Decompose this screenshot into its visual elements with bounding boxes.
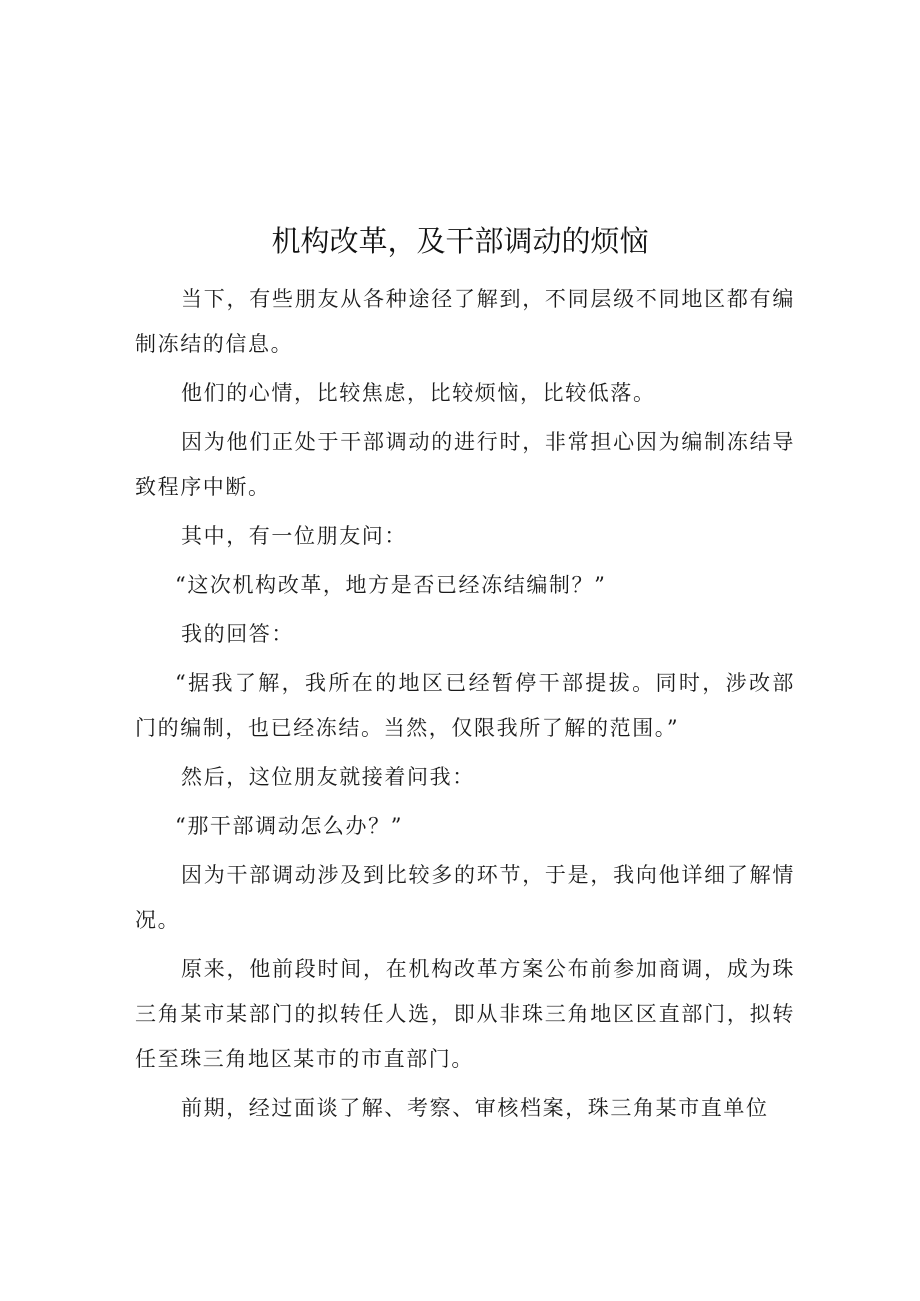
paragraph: 当下，有些朋友从各种途径了解到，不同层级不同地区都有编制冻结的信息。 xyxy=(135,287,795,356)
document-body xyxy=(135,277,795,1135)
quote-paragraph: “据我了解，我所在的地区已经暂停干部提拔。同时，涉改部门的编制，也已经冻结。当然，仅限我所了解的范围。” xyxy=(135,671,795,740)
document-title: 机构改革，及干部调动的烦恼 xyxy=(271,224,649,258)
paragraph: 其中，有一位朋友问： xyxy=(181,524,407,548)
paragraph: 他们的心情，比较焦虑，比较烦恼，比较低落。 xyxy=(181,381,656,405)
paragraph: 因为他们正处于干部调动的进行时，非常担心因为编制冻结导致程序中断。 xyxy=(135,430,795,499)
quote-paragraph: “这次机构改革，地方是否已经冻结编制？” xyxy=(175,573,607,597)
paragraph: 然后，这位朋友就接着问我： xyxy=(181,765,475,789)
quote-paragraph: “那干部调动怎么办？” xyxy=(175,814,404,838)
paragraph: 前期，经过面谈了解、考察、审核档案，珠三角某市直单位 xyxy=(181,1096,769,1120)
paragraph: 原来，他前段时间，在机构改革方案公布前参加商调，成为珠三角某市某部门的拟转任人选，即从非珠三角地区区直部门，拟转任至珠三角地区某市的市直部门。 xyxy=(135,957,795,1071)
paragraph: 我的回答： xyxy=(181,622,294,646)
paragraph: 因为干部调动涉及到比较多的环节，于是，我向他详细了解情况。 xyxy=(135,863,795,932)
